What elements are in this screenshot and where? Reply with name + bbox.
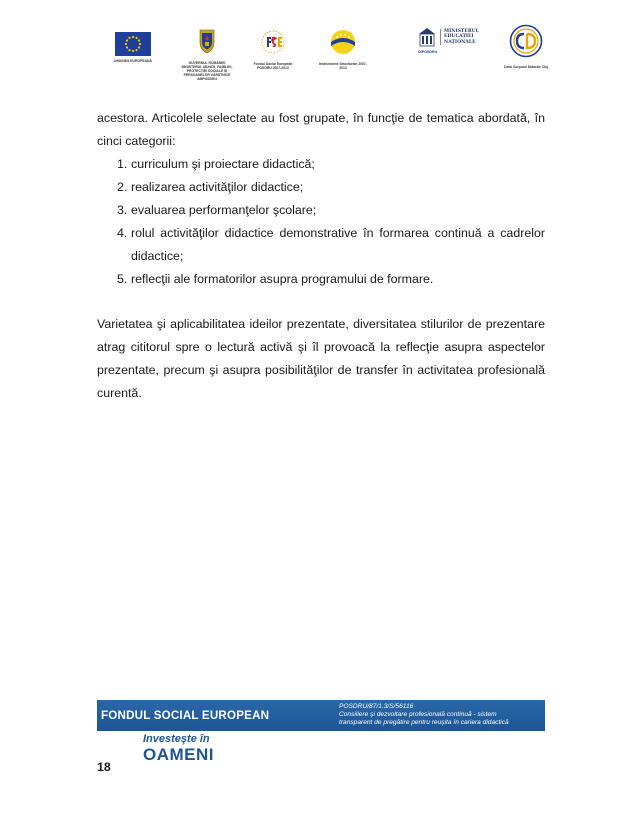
fse-banner xyxy=(97,700,545,731)
list-number: 4. xyxy=(117,226,128,240)
ministry-seal-icon xyxy=(418,26,436,48)
eu-caption: UNIUNEA EUROPEANĂ xyxy=(114,59,152,63)
banner-title: FONDUL SOCIAL EUROPEAN xyxy=(101,709,270,722)
structural-instruments-icon xyxy=(329,28,357,56)
ministry-name xyxy=(440,29,479,46)
government-logo xyxy=(178,28,236,81)
list-item xyxy=(117,153,545,176)
invest-in-people-slogan xyxy=(143,733,214,764)
fse-logo xyxy=(248,28,298,70)
list-item xyxy=(117,199,545,222)
categories-list xyxy=(117,153,545,291)
slogan-line-2: OAMENI xyxy=(143,745,214,764)
ministerul-educatiei-logo xyxy=(418,26,488,54)
page-content xyxy=(97,107,545,405)
oiposdru-label: OIPOSDRU xyxy=(418,50,438,54)
list-number: 2. xyxy=(117,180,128,194)
ccd-caption: Casa Corpului Didactic Cluj xyxy=(503,65,549,69)
list-text: reflecţii ale formatorilor asupra programului de formare. xyxy=(131,272,434,286)
list-text: realizarea activităţilor didactice; xyxy=(131,180,304,194)
header-logos xyxy=(0,24,638,84)
coat-of-arms-icon xyxy=(197,28,217,54)
project-info xyxy=(339,703,509,727)
list-text: evaluarea performanţelor şcolare; xyxy=(131,203,317,217)
ccd-icon xyxy=(509,24,543,58)
list-number: 5. xyxy=(117,272,128,286)
casa-corpului-didactic-logo xyxy=(498,24,554,69)
list-number: 3. xyxy=(117,203,128,217)
ministry-line-1: MINISTERUL xyxy=(444,28,479,34)
eu-flag-icon xyxy=(115,32,151,56)
list-number: 1. xyxy=(117,157,128,171)
list-item xyxy=(117,176,545,199)
intro-paragraph: acestora. Articolele selectate au fost grupate, în funcţie de tematica abordată, în cinci categorii: xyxy=(97,111,545,148)
list-item xyxy=(117,222,545,268)
list-item xyxy=(117,268,545,291)
ministry-line-3: NAŢIONALE xyxy=(444,39,476,45)
body-paragraph: Varietatea şi aplicabilitatea ideilor prezentate, diversitatea stilurilor de prezentare atrag cititorul spre o lectură activă şi îl provoacă la reflecţie asupra aspectelor prezentate, precum şi asupra posibilităţilor de transfer în activitatea profesională curentă. xyxy=(97,317,545,400)
ministry-line-2: EDUCAŢIEI xyxy=(444,34,474,40)
government-caption: GUVERNUL ROMÂNIEI MINISTERUL MUNCII, FAMILIEI, PROTECŢIEI SOCIALE ŞI PERSOANELOR VÂRSTNICE AMPOSDRU xyxy=(181,61,233,81)
project-title-line-1: Consiliere şi dezvoltare profesională continuă - sistem xyxy=(339,711,497,718)
fse-icon xyxy=(258,28,288,56)
eu-logo xyxy=(110,32,156,63)
list-text: curriculum şi proiectare didactică; xyxy=(131,157,315,171)
project-title-line-2: transparent de pregătire pentru reuşita în cariera didactică xyxy=(339,719,509,726)
instrumente-structurale-logo xyxy=(318,28,368,70)
slogan-line-1: Investeşte în xyxy=(143,733,210,745)
list-text: rolul activităţilor didactice demonstrative în formarea continuă a cadrelor didactice; xyxy=(131,226,545,263)
fse-caption: Fondul Social European POSDRU 2007-2013 xyxy=(253,62,293,70)
page-number: 18 xyxy=(97,760,111,774)
project-code: POSDRU/87/1.3/S/56116 xyxy=(339,703,414,710)
instrumente-structurale-caption: Instrumente Structurale 2007-2013 xyxy=(319,62,367,70)
